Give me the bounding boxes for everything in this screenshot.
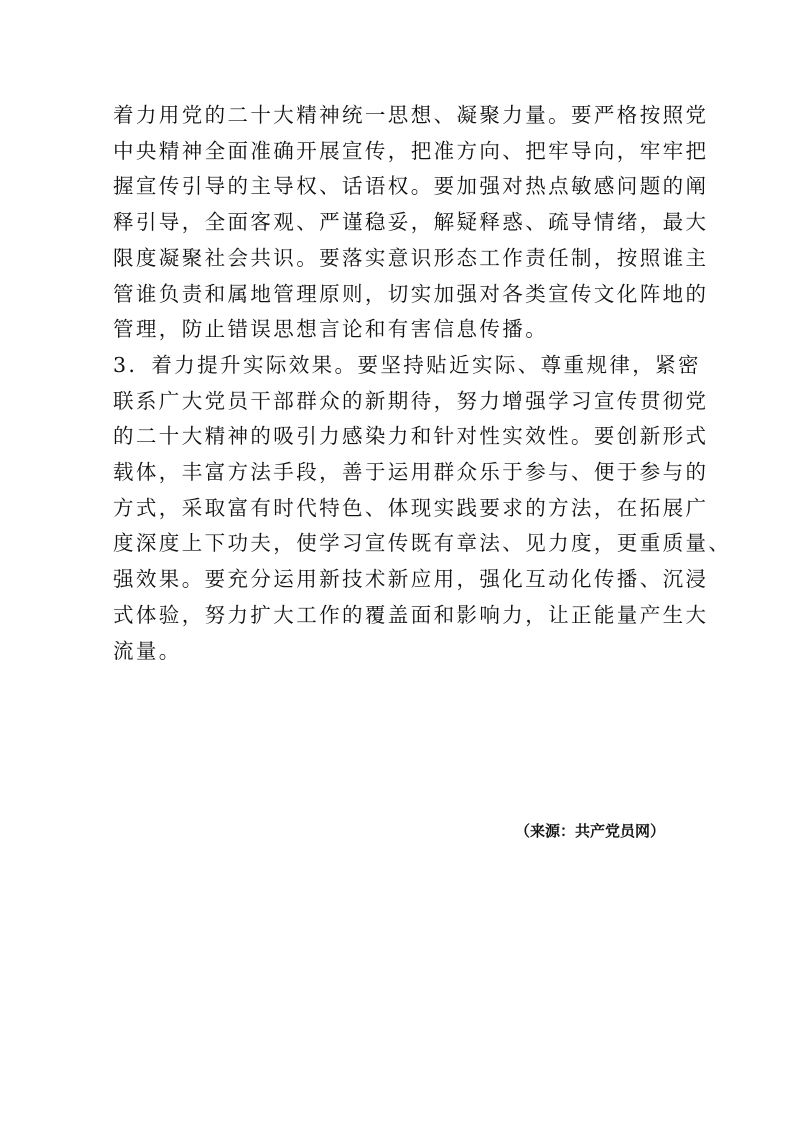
body-line: 流量。 <box>113 638 182 663</box>
body-line: 管理，防止错误思想言论和有害信息传播。 <box>113 317 549 342</box>
body-line: 中央精神全面准确开展宣传，把准方向、把牢导向，牢牢把 <box>113 138 709 163</box>
body-line: 式体验，努力扩大工作的覆盖面和影响力，让正能量产生大 <box>113 602 709 627</box>
body-line: 管谁负责和属地管理原则，切实加强对各类宣传文化阵地的 <box>113 281 709 306</box>
body-line: 释引导，全面客观、严谨稳妥，解疑释惑、疏导情绪，最大 <box>113 210 709 235</box>
body-line: 限度凝聚社会共识。要落实意识形态工作责任制，按照谁主 <box>113 245 709 270</box>
body-line: 着力用党的二十大精神统一思想、凝聚力量。要严格按照党 <box>113 103 709 127</box>
body-line: 联系广大党员干部群众的新期待，努力增强学习宣传贯彻党 <box>113 388 709 413</box>
body-line: 载体，丰富方法手段，善于运用群众乐于参与、便于参与的 <box>113 460 709 485</box>
body-line: 方式，采取富有时代特色、体现实践要求的方法，在拓展广 <box>113 495 709 520</box>
article-body <box>113 98 732 669</box>
body-line: 强效果。要充分运用新技术新应用，强化互动化传播、沉浸 <box>113 567 709 592</box>
section-3-heading-line: 3．着力提升实际效果。要坚持贴近实际、尊重规律，紧密 <box>113 352 701 377</box>
body-line: 握宣传引导的主导权、话语权。要加强对热点敏感问题的阐 <box>113 174 709 199</box>
body-line: 的二十大精神的吸引力感染力和针对性实效性。要创新形式 <box>113 424 709 449</box>
source-attribution: （来源：共产党员网） <box>514 822 665 840</box>
body-line: 度深度上下功夫，使学习宣传既有章法、见力度，更重质量、 <box>113 531 732 556</box>
